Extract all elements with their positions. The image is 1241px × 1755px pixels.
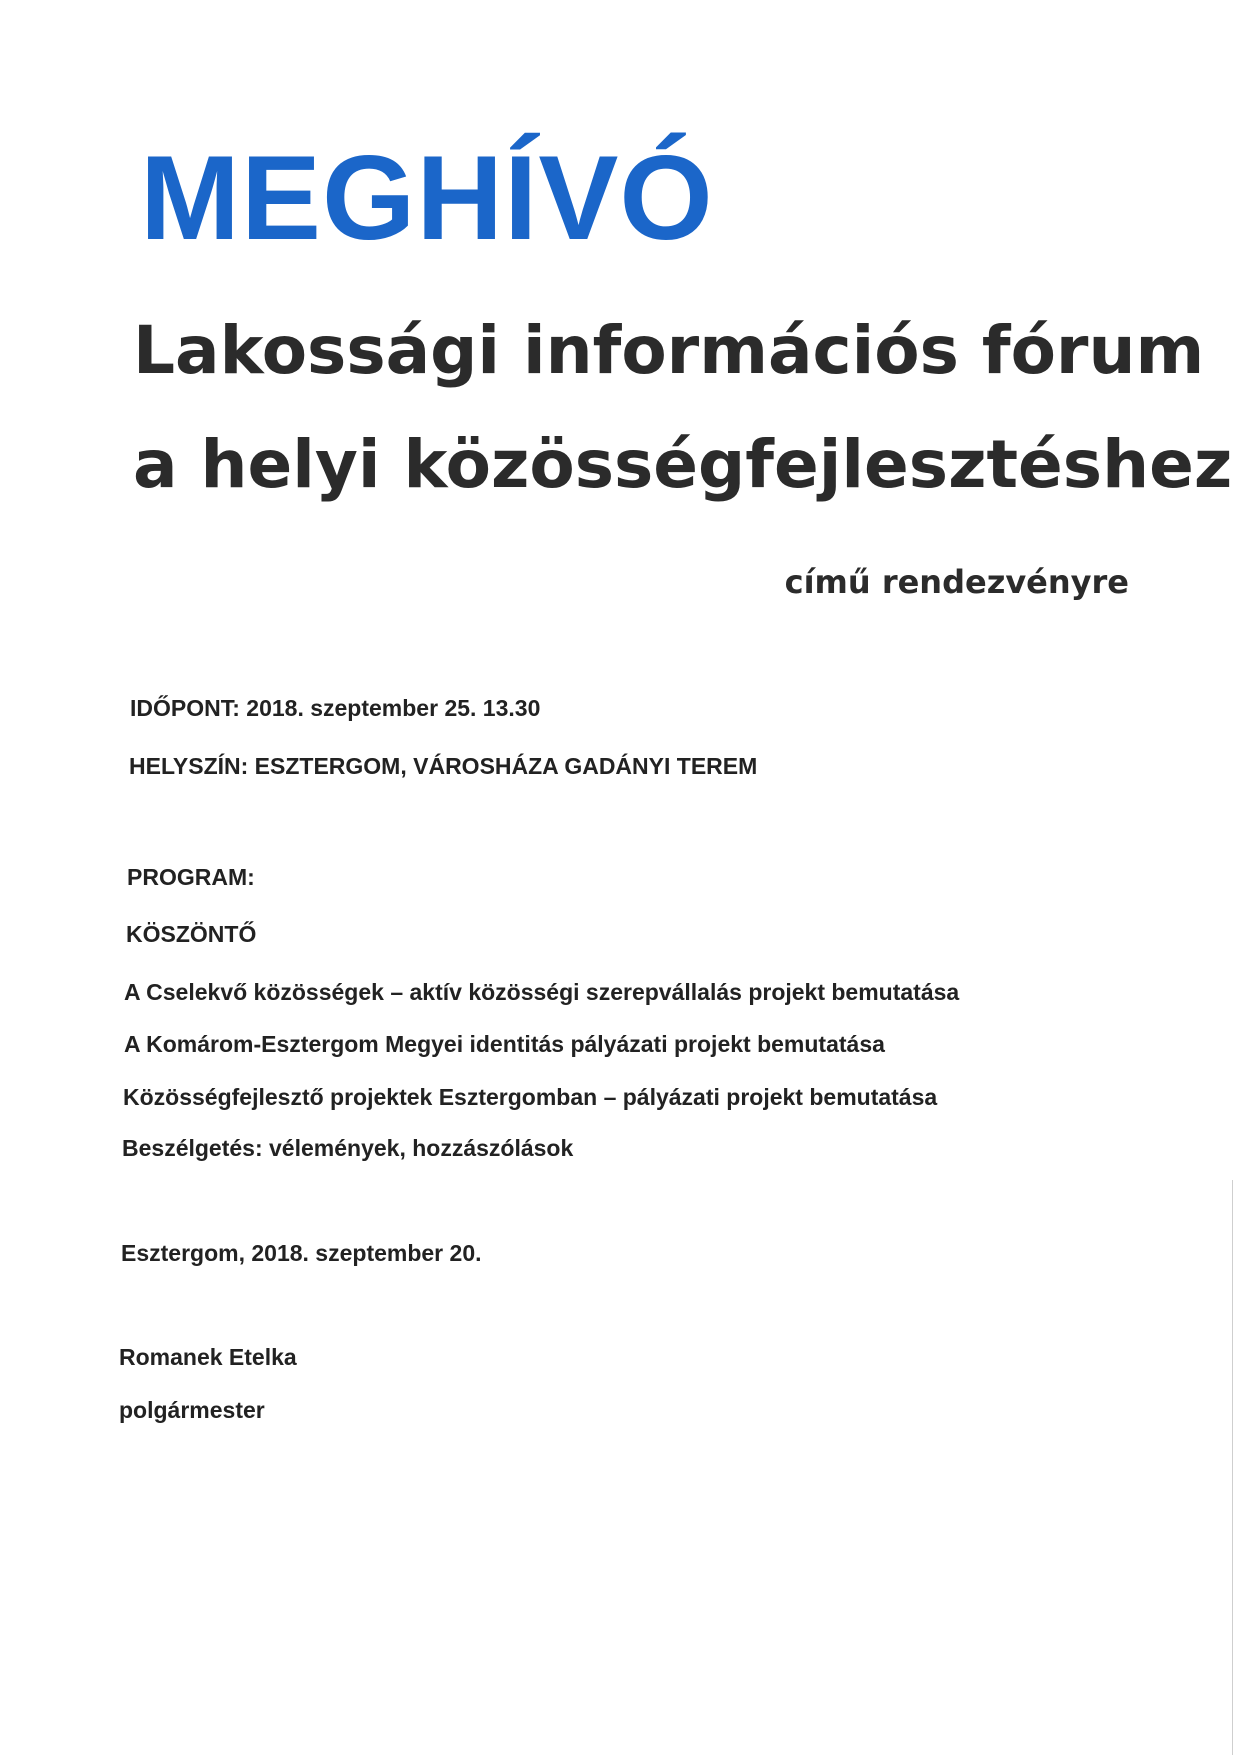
date-place: Esztergom, 2018. szeptember 20. (121, 1240, 482, 1266)
program-item: KÖSZÖNTŐ (126, 921, 257, 947)
signatory-role: polgármester (119, 1397, 265, 1423)
event-title-line-2: a helyi közösségfejlesztéshez (133, 426, 1233, 503)
event-title-suffix: című rendezvényre (784, 563, 1129, 601)
signatory-name: Romanek Etelka (119, 1344, 297, 1370)
program-item: A Cselekvő közösségek – aktív közösségi szerepvállalás projekt bemutatása (124, 979, 960, 1005)
invitation-title: MEGHÍVÓ (140, 131, 714, 265)
program-item: Beszélgetés: vélemények, hozzászólások (122, 1135, 574, 1161)
event-title-line-1: Lakossági információs fórum (133, 312, 1205, 389)
program-item: A Komárom-Esztergom Megyei identitás pályázati projekt bemutatása (124, 1031, 885, 1057)
event-location: HELYSZÍN: ESZTERGOM, VÁROSHÁZA GADÁNYI TEREM (129, 753, 758, 779)
program-heading: PROGRAM: (127, 864, 255, 890)
scan-edge-line (1232, 1180, 1233, 1755)
event-time: IDŐPONT: 2018. szeptember 25. 13.30 (130, 695, 541, 721)
program-item: Közösségfejlesztő projektek Esztergomban – pályázati projekt bemutatása (123, 1084, 938, 1110)
